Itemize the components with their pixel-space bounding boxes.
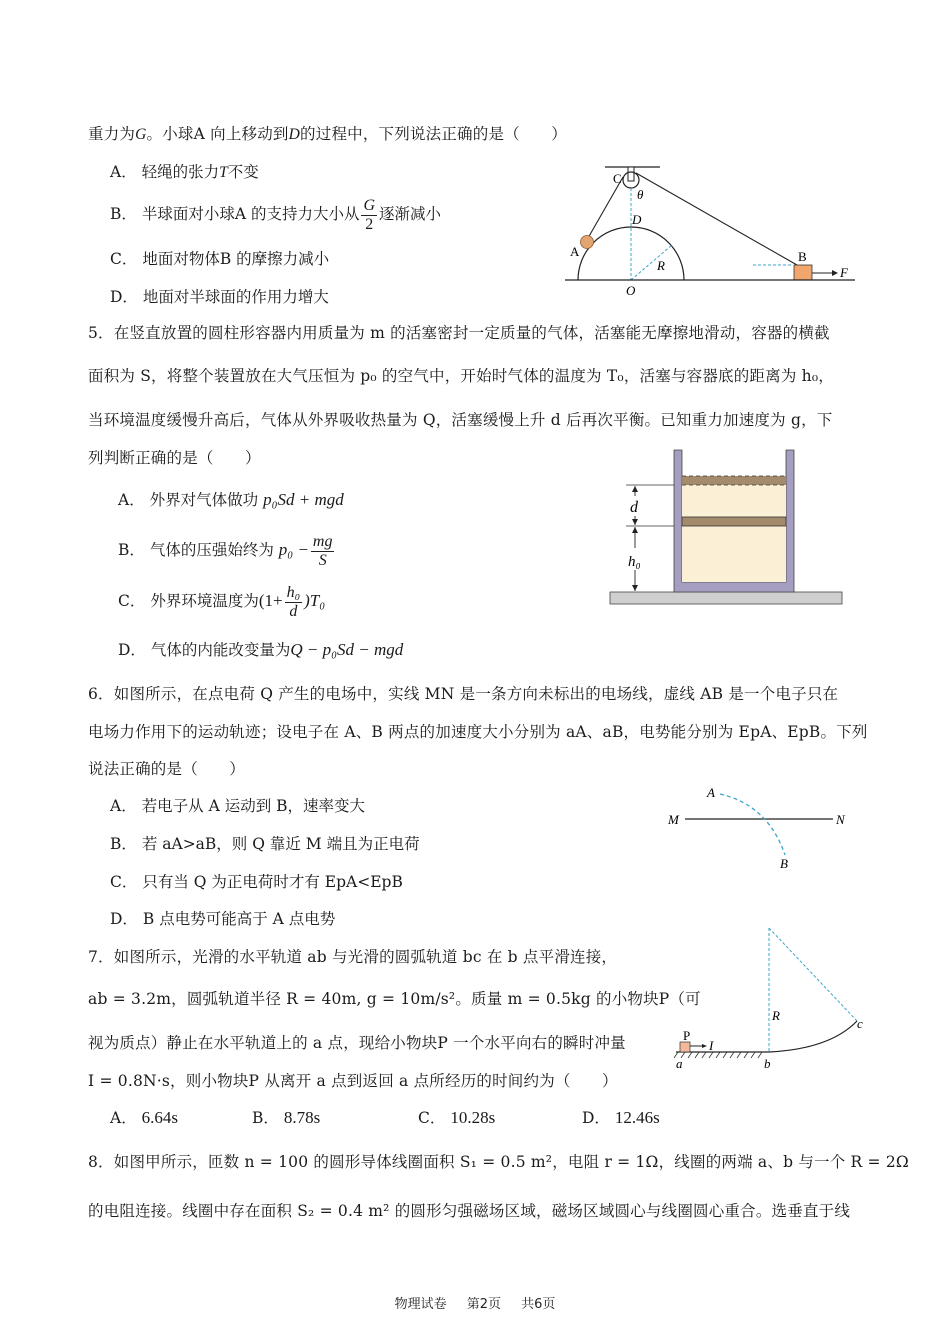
stem-text: 如图甲所示，匝数 n = 100 的圆形导体线圈面积 S₁ = 0.5 m²，电阻 r = 1Ω，线圈的两端 a、b 与一个 R = 2Ω	[113, 1153, 909, 1171]
label-b: B	[798, 249, 807, 264]
page-footer	[0, 1293, 950, 1312]
question-number: 5．	[88, 324, 114, 342]
footer-total-pages: 共6页	[521, 1297, 556, 1312]
q7-figure	[660, 915, 880, 1075]
option-label: A．	[110, 163, 137, 181]
denominator: 2	[365, 215, 374, 233]
trajectory-ab	[720, 794, 785, 855]
option-text: 气体的内能改变量为	[150, 641, 291, 659]
label-d: D	[632, 212, 642, 227]
label-a: A	[707, 785, 715, 800]
stem-text: 在竖直放置的圆柱形容器内用质量为 m 的活塞密封一定质量的气体，活塞能无摩擦地滑动，容器的横截	[113, 324, 830, 342]
option-label: B．	[118, 541, 145, 559]
option-text: 气体的压强始终为	[149, 541, 274, 559]
text: 重力为	[88, 125, 136, 143]
text: 。小球A 向上移动到	[146, 125, 289, 143]
option-text: 若电子从 A 运动到 B，速率变大	[141, 797, 366, 815]
q6-figure	[650, 775, 870, 885]
q4-option-d	[110, 287, 329, 307]
var-T: T	[219, 164, 228, 181]
label-i: I	[709, 1038, 714, 1053]
q5-stem-line-4: 列判断正确的是（ ）	[88, 449, 261, 467]
q6-option-d	[110, 909, 335, 929]
q8-stem-line-1	[88, 1152, 909, 1172]
label-p: P	[683, 1028, 691, 1043]
option-label: D．	[110, 288, 138, 306]
option-text: 12.46s	[614, 1108, 660, 1127]
option-label: C．	[110, 873, 138, 891]
denominator: d	[289, 602, 298, 620]
option-label: B．	[252, 1109, 279, 1127]
q7-stem-line-2: ab = 3.2m，圆弧轨道半径 R = 40m, g = 10m/s²。质量 m = 0.5kg 的小物块P（可	[88, 990, 701, 1008]
option-text: 轻绳的张力	[141, 163, 220, 181]
fraction-h0-over-d	[285, 584, 303, 621]
footer-page-number: 第2页	[466, 1297, 501, 1312]
q6-stem-line-1	[88, 684, 838, 704]
formula: (1+	[258, 591, 283, 610]
label-h0: h₀	[628, 554, 641, 570]
option-label: A．	[118, 491, 145, 509]
formula: p₀ −	[278, 540, 309, 559]
option-label: B．	[110, 205, 137, 223]
option-text: 外界对气体做功	[149, 491, 259, 509]
option-text: 只有当 Q 为正电荷时才有 EpA<EpB	[142, 873, 403, 891]
label-theta: θ	[637, 187, 644, 202]
numerator: h₀	[286, 583, 301, 601]
option-label: C．	[118, 592, 146, 610]
option-text: 6.64s	[141, 1108, 179, 1127]
option-text: 若 aA>aB，则 Q 靠近 M 端且为正电荷	[141, 835, 420, 853]
q7-option-c	[418, 1108, 495, 1128]
option-text: 逐渐减小	[379, 205, 442, 223]
text: 的过程中，下列说法正确的是（ ）	[300, 125, 567, 143]
q7-option-d	[582, 1108, 660, 1128]
label-a: a	[676, 1056, 683, 1071]
q5-stem-line-2: 面积为 S，将整个装置放在大气压恒为 p₀ 的空气中，开始时气体的温度为 T₀，活塞与容器底的距离为 h₀，	[88, 367, 834, 385]
option-text: 8.78s	[283, 1108, 321, 1127]
option-label: A．	[110, 797, 137, 815]
q5-stem-line-1	[88, 323, 830, 343]
q5-figure	[600, 440, 860, 620]
fraction-mg-over-s	[311, 533, 335, 570]
q4-stem-tail	[88, 124, 567, 145]
q7-option-b	[252, 1108, 320, 1128]
label-o: O	[626, 283, 636, 298]
question-number: 8．	[88, 1153, 114, 1171]
q6-stem-line-3: 说法正确的是（ ）	[88, 760, 246, 778]
stem-text: 如图所示，在点电荷 Q 产生的电场中，实线 MN 是一条方向未标出的电场线，虚线 AB 是一个电子只在	[113, 685, 839, 703]
footer-subject: 物理试卷	[394, 1297, 447, 1312]
option-text: 外界环境温度为	[150, 592, 259, 610]
label-r: R	[772, 1008, 780, 1023]
q7-option-a	[110, 1108, 178, 1128]
formula: )T₀	[304, 591, 326, 610]
q5-option-a	[118, 490, 344, 510]
var-D: D	[288, 126, 301, 143]
option-label: D．	[110, 910, 138, 928]
label-m: M	[668, 812, 679, 827]
fraction-g-over-2	[361, 197, 377, 234]
question-number: 6．	[88, 685, 114, 703]
q4-figure	[560, 155, 860, 305]
piston-initial	[682, 517, 786, 526]
q5-option-c	[118, 581, 325, 621]
ground	[610, 592, 842, 604]
option-text: 半球面对小球A 的支持力大小从	[141, 205, 360, 223]
q4-option-b	[110, 194, 441, 234]
label-d: d	[630, 499, 638, 516]
label-a: A	[570, 244, 580, 259]
denominator: S	[318, 551, 327, 569]
label-c: C	[613, 171, 622, 186]
q5-option-d	[118, 640, 403, 660]
q7-stem-line-4: I = 0.8N·s，则小物块P 从离开 a 点到返回 a 点所经历的时间约为（ ）	[88, 1072, 618, 1090]
label-r: R	[657, 258, 665, 273]
q7-stem-line-3: 视为质点）静止在水平轨道上的 a 点，现给小物块P 一个水平向右的瞬时冲量	[88, 1034, 626, 1052]
numerator: G	[363, 196, 376, 214]
block-p	[680, 1042, 690, 1052]
option-label: D．	[582, 1109, 610, 1127]
q7-stem-line-1	[88, 947, 617, 967]
label-c: c	[857, 1016, 863, 1031]
formula: p₀Sd + mgd	[263, 490, 344, 509]
option-label: D．	[118, 641, 146, 659]
q6-option-c	[110, 872, 403, 892]
option-text: 地面对半球面的作用力增大	[142, 288, 329, 306]
question-number: 7．	[88, 948, 114, 966]
label-b: b	[764, 1056, 771, 1071]
q6-stem-line-2: 电场力作用下的运动轨迹；设电子在 A、B 两点的加速度大小分别为 aA、aB，电势能分别为 EpA、EpB。下列	[88, 723, 868, 741]
option-text: 地面对物体B 的摩擦力减小	[142, 250, 330, 268]
q4-option-c	[110, 249, 329, 269]
q8-stem-line-2: 的电阻连接。线圈中存在面积 S₂ = 0.4 m² 的圆形匀强磁场区域，磁场区域圆心与线圈圆心重合。选垂直于线	[88, 1202, 851, 1220]
var-G: G	[135, 126, 147, 143]
label-f: F	[840, 265, 848, 280]
piston-final	[682, 476, 786, 485]
q6-option-b	[110, 834, 420, 854]
option-label: A．	[110, 1109, 137, 1127]
option-text: 10.28s	[450, 1108, 496, 1127]
q6-option-a	[110, 796, 365, 816]
label-n: N	[836, 812, 845, 827]
numerator: mg	[312, 532, 333, 550]
option-label: C．	[110, 250, 138, 268]
q4-option-a	[110, 162, 259, 183]
option-text: 不变	[227, 163, 259, 181]
stem-text: 如图所示，光滑的水平轨道 ab 与光滑的圆弧轨道 bc 在 b 点平滑连接，	[113, 948, 618, 966]
block-b	[794, 265, 812, 280]
option-text: B 点电势可能高于 A 点电势	[142, 910, 336, 928]
label-b: B	[780, 856, 788, 871]
option-label: C．	[418, 1109, 446, 1127]
arc-track	[769, 1021, 857, 1052]
q5-option-b	[118, 530, 336, 570]
q5-stem-line-3: 当环境温度缓慢升高后，气体从外界吸收热量为 Q，活塞缓慢上升 d 后再次平衡。已知重力加速度为 g，下	[88, 411, 833, 429]
option-label: B．	[110, 835, 137, 853]
ball-a	[581, 236, 594, 249]
formula: Q − p₀Sd − mgd	[290, 640, 404, 659]
